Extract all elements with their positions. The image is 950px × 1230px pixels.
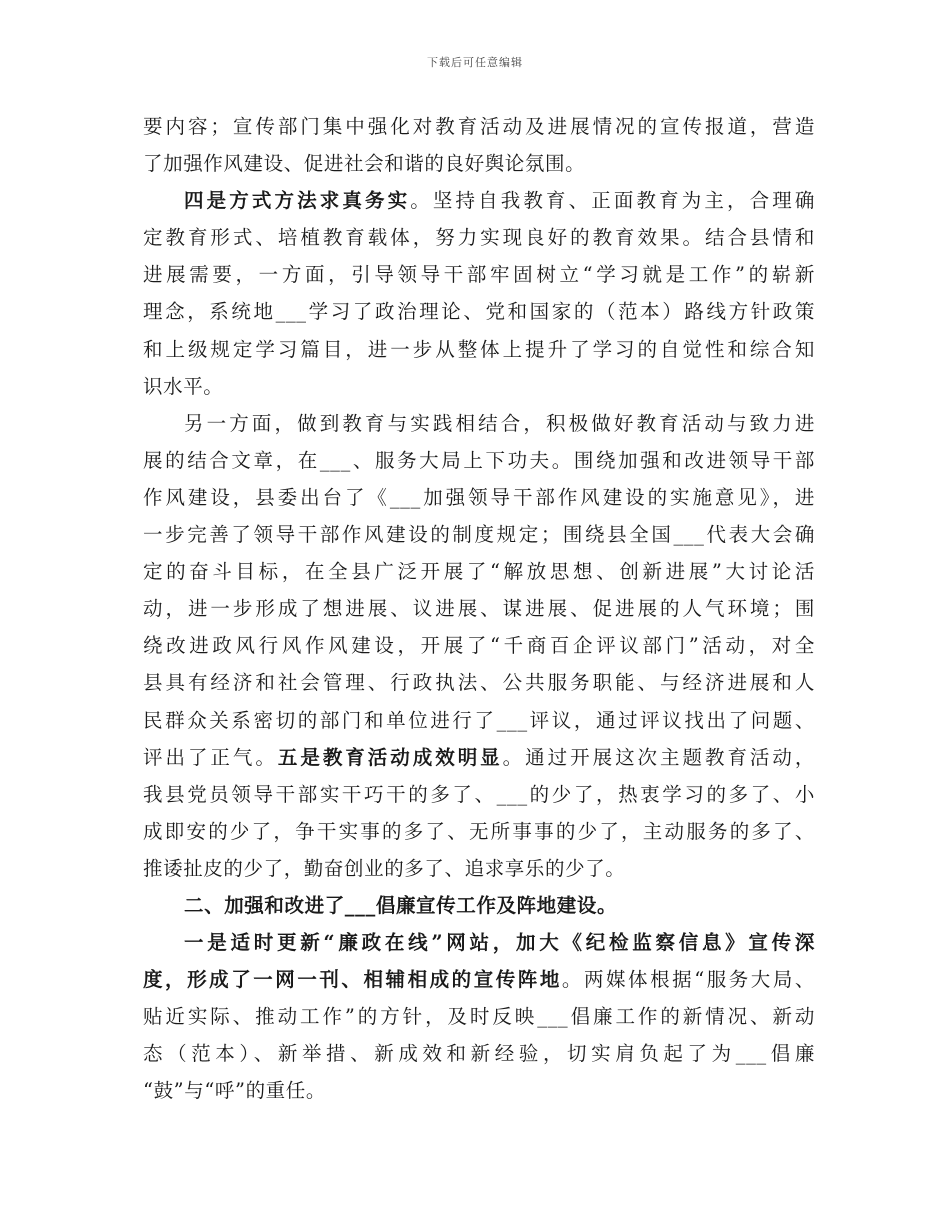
text-segment: 推诿扯皮的少了，勤奋创业的多了、追求享乐的少了。: [143, 856, 626, 880]
text-line: [143, 368, 815, 405]
document-body: [143, 108, 815, 1110]
bold-text-segment: 五是教育活动成效明显: [277, 745, 503, 769]
text-segment: 进展需要，一方面，引导领导干部牢固树立“学习就是工作”的崭新: [143, 263, 815, 287]
text-line: [143, 924, 815, 961]
text-segment: 。通过开展这次主题教育活动，: [502, 745, 815, 769]
text-line: [143, 442, 815, 479]
text-line: [143, 850, 815, 887]
text-line: [143, 702, 815, 739]
text-line: [143, 405, 815, 442]
text-segment: 贴近实际、推动工作”的方针，及时反映___倡廉工作的新情况、新动: [143, 1005, 815, 1029]
text-line: [143, 590, 815, 627]
text-segment: 县具有经济和社会管理、行政执法、公共服务职能、与经济进展和人: [143, 671, 815, 695]
text-segment: 理念，系统地___学习了政治理论、党和国家的（范本）路线方针政策: [143, 300, 815, 324]
text-line: [143, 479, 815, 516]
text-segment: 成即安的少了，争干实事的多了、无所事事的少了，主动服务的多了、: [143, 819, 815, 843]
text-line: [143, 961, 815, 998]
text-segment: 要内容；宣传部门集中强化对教育活动及进展情况的宣传报道，营造: [143, 115, 815, 138]
text-line: [143, 256, 815, 293]
text-segment: 。坚持自我教育、正面教育为主，合理确: [410, 189, 815, 213]
bold-text-segment: 二、加强和改进了___倡廉宣传工作及阵地建设。: [184, 893, 618, 917]
text-segment: 了加强作风建设、促进社会和谐的良好舆论氛围。: [143, 152, 586, 176]
text-line: [143, 1035, 815, 1072]
bold-text-segment: 度，形成了一网一刊、相辅相成的宣传阵地: [143, 968, 562, 992]
text-segment: 识水平。: [143, 374, 224, 398]
text-line: [143, 145, 815, 182]
text-segment: 另一方面，做到教育与实践相结合，积极做好教育活动与致力进: [184, 411, 815, 435]
text-segment: 定的奋斗目标，在全县广泛开展了“解放思想、创新进展”大讨论活: [143, 560, 815, 584]
text-line: [143, 108, 815, 145]
text-line: [143, 664, 815, 701]
text-line: [143, 627, 815, 664]
text-segment: 作风建设，县委出台了《___加强领导干部作风建设的实施意见》，进: [143, 485, 815, 509]
text-line: [143, 813, 815, 850]
text-line: [143, 776, 815, 813]
text-line: [143, 1072, 815, 1109]
text-segment: “鼓”与“呼”的重任。: [143, 1079, 326, 1103]
text-segment: 我县党员领导干部实干巧干的多了、___的少了，热衷学习的多了、小: [143, 782, 815, 806]
text-segment: 和上级规定学习篇目，进一步从整体上提升了学习的自觉性和综合知: [143, 337, 815, 361]
text-line: [143, 516, 815, 553]
text-segment: 定教育形式、培植教育载体，努力实现良好的教育效果。结合县情和: [143, 226, 815, 250]
text-line: [143, 182, 815, 219]
page-header: 下载后可任意编辑: [427, 56, 523, 69]
text-segment: 。两媒体根据“服务大局、: [561, 968, 815, 992]
text-segment: 民群众关系密切的部门和单位进行了___评议，通过评议找出了问题、: [143, 708, 815, 732]
text-line: [143, 887, 815, 924]
bold-text-segment: 四是方式方法求真务实: [184, 189, 411, 213]
text-segment: 动，进一步形成了想进展、议进展、谋进展、促进展的人气环境；围: [143, 597, 815, 621]
text-line: [143, 331, 815, 368]
text-segment: 态（范本）、新举措、新成效和新经验，切实肩负起了为___倡廉: [143, 1042, 815, 1066]
text-line: [143, 998, 815, 1035]
text-line: [143, 553, 815, 590]
text-line: [143, 739, 815, 776]
text-line: [143, 219, 815, 256]
text-segment: 绕改进政风行风作风建设，开展了“千商百企评议部门”活动，对全: [143, 634, 815, 658]
text-segment: 一步完善了领导干部作风建设的制度规定；围绕县全国___代表大会确: [143, 523, 815, 547]
text-line: [143, 293, 815, 330]
bold-text-segment: 一是适时更新“廉政在线”网站，加大《纪检监察信息》宣传深: [184, 931, 815, 955]
text-segment: 展的结合文章，在___、服务大局上下功夫。围绕加强和改进领导干部: [143, 448, 815, 472]
text-segment: 评出了正气。: [143, 745, 278, 769]
